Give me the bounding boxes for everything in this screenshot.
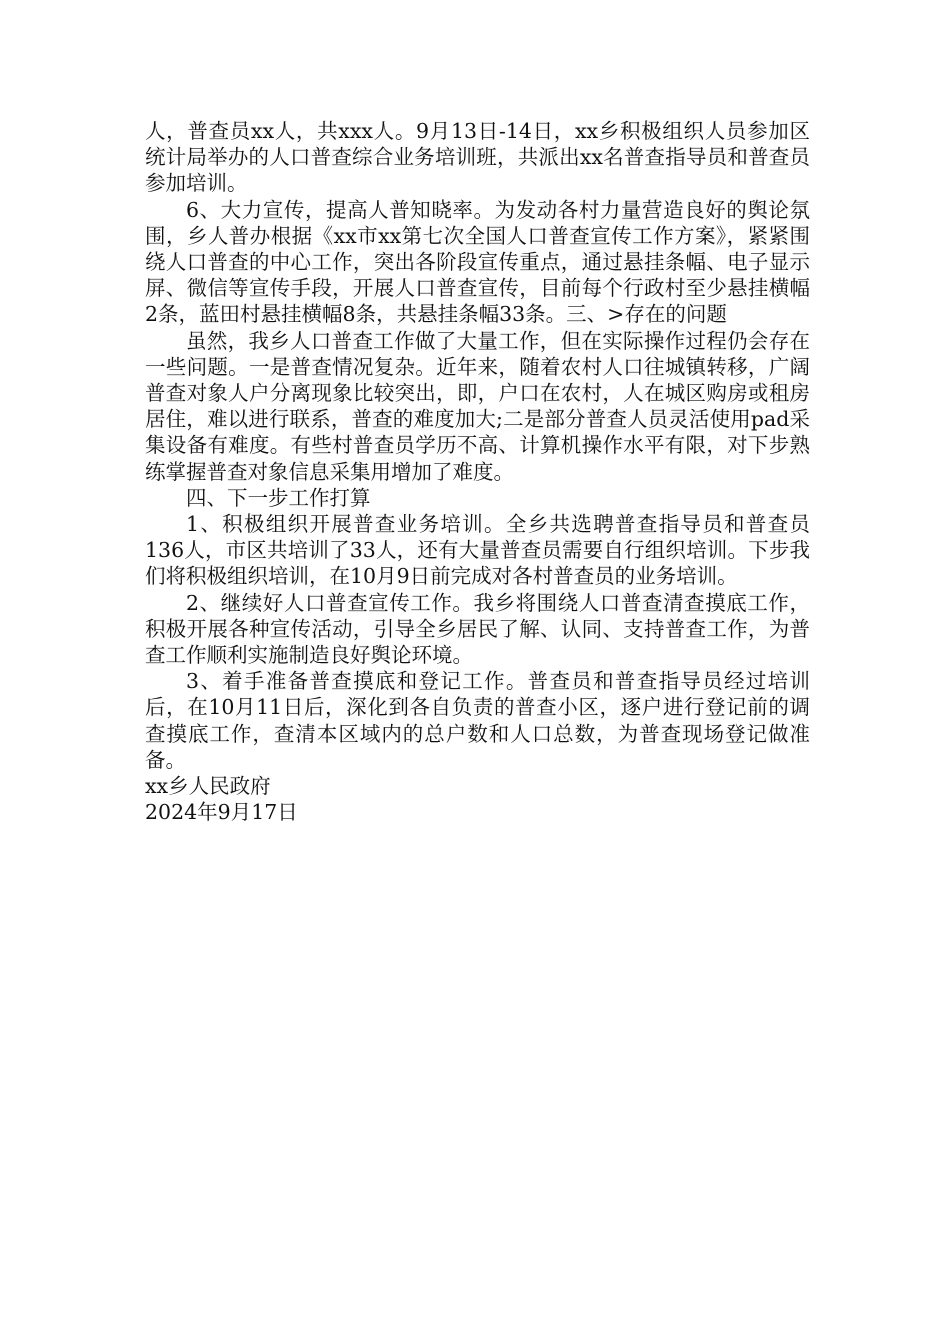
signature-date: 2024年9月17日 <box>145 800 298 825</box>
section-heading-next-steps: 四、下一步工作打算 <box>186 485 371 510</box>
signature-org: xx乡人民政府 <box>145 774 271 799</box>
paragraph-problems: 虽然，我乡人口普查工作做了大量工作，但在实际操作过程仍会存在一些问题。一是普查情况复杂。近年来，随着农村人口往城镇转移，广阔普查对象人户分离现象比较突出，即，户口在农村，人在城区购房或租房居住，难以进行联系，普查的难度加大;二是部分普查人员灵活使用pad采集设备有难度。有些村普查员学历不高、计算机操作水平有限，对下步熟练掌握普查对象信息采集用增加了难度。 <box>145 328 810 484</box>
document-body <box>145 118 810 825</box>
paragraph-next-step-1: 1、积极组织开展普查业务培训。全乡共选聘普查指导员和普查员136人，市区共培训了33人，还有大量普查员需要自行组织培训。下步我们将积极组织培训，在10月9日前完成对各村普查员的业务培训。 <box>145 512 810 589</box>
paragraph-publicity: 6、大力宣传，提高人普知晓率。为发动各村力量营造良好的舆论氛围，乡人普办根据《xx市xx第七次全国人口普查宣传工作方案》，紧紧围绕人口普查的中心工作，突出各阶段宣传重点，通过悬挂条幅、电子显示屏、微信等宣传手段，开展人口普查宣传，目前每个行政村至少悬挂横幅2条，蓝田村悬挂横幅8条，共悬挂条幅33条。三、>存在的问题 <box>145 197 810 327</box>
paragraph-next-step-3: 3、着手准备普查摸底和登记工作。普查员和普查指导员经过培训后，在10月11日后，深化到各自负责的普查小区，逐户进行登记前的调查摸底工作，查清本区域内的总户数和人口总数，为普查现场登记做准备。 <box>145 669 810 772</box>
paragraph-next-step-2: 2、继续好人口普查宣传工作。我乡将围绕人口普查清查摸底工作，积极开展各种宣传活动，引导全乡居民了解、认同、支持普查工作，为普查工作顺利实施制造良好舆论环境。 <box>145 590 810 668</box>
paragraph-training-summary: 人，普查员xx人，共xxx人。9月13日-14日，xx乡积极组织人员参加区统计局举办的人口普查综合业务培训班，共派出xx名普查指导员和普查员参加培训。 <box>145 119 810 196</box>
